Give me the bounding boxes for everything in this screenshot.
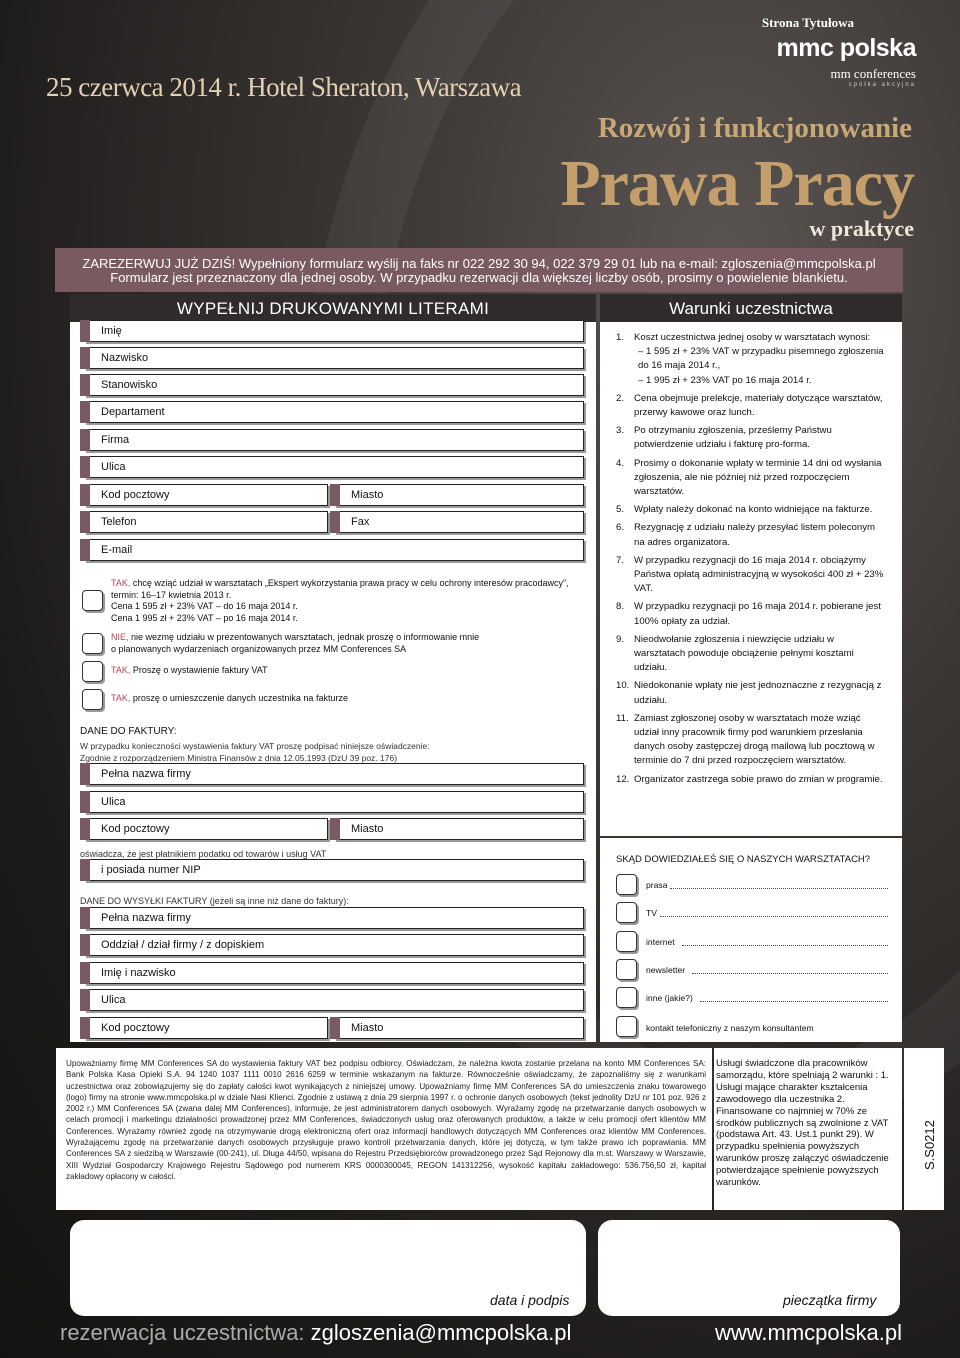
condition-text: Rezygnację z udziału należy przesyłać listem poleconym na adres organizatora. xyxy=(634,522,876,548)
condition-item xyxy=(616,554,892,597)
condition-item xyxy=(616,773,892,787)
field-tab xyxy=(80,818,90,840)
condition-text: Po otrzymaniu zgłoszenia, prześlemy Państwu potwierdzenie udziału i fakturę pro-forma. xyxy=(634,425,832,451)
logo-sub2-text: spółka akcyjna xyxy=(848,82,916,88)
option-decline-text xyxy=(111,632,596,655)
option-invoice-text xyxy=(111,665,268,677)
condition-text: Cena obejmuje prelekcje, materiały dotyczące warsztatów, przerwy kawowe oraz lunch. xyxy=(634,392,883,419)
nie-label: NIE, xyxy=(111,632,129,642)
option-decline-desc2: o planowanych wydarzeniach organizowanych przez MM Conferences SA xyxy=(111,643,407,654)
condition-number: 5. xyxy=(616,504,625,516)
field-tab xyxy=(330,1017,340,1039)
field-tab xyxy=(330,818,340,840)
postal-code-field[interactable]: Kod pocztowy xyxy=(84,484,328,506)
condition-item xyxy=(616,392,892,420)
stamp-label: pieczątka firmy xyxy=(783,1292,877,1308)
condition-number: 12. xyxy=(616,773,630,785)
field-tab xyxy=(80,907,90,929)
logo-main-text: mmc polska xyxy=(776,34,916,62)
answer-line xyxy=(692,973,888,974)
logo-strona-text: Strona Tytułowa xyxy=(761,15,854,30)
ship-name-field[interactable]: Imię i nazwisko xyxy=(84,962,584,984)
field-tab xyxy=(80,429,90,451)
form-heading: WYPEŁNIJ DRUKOWANYMI LITERAMI xyxy=(70,294,596,322)
invoice-postal-field[interactable]: Kod pocztowy xyxy=(84,818,328,840)
company-logo xyxy=(736,14,916,92)
condition-item xyxy=(616,633,892,676)
condition-text: Organizator zastrzega sobie prawo do zmian w programie. xyxy=(634,773,883,785)
invoice-company-field[interactable]: Pełna nazwa firmy xyxy=(84,763,584,785)
field-tab xyxy=(330,484,340,506)
position-field[interactable]: Stanowisko xyxy=(84,374,584,396)
option-participant-on-invoice-checkbox[interactable] xyxy=(82,689,103,710)
nip-field[interactable]: i posiada numer NIP xyxy=(84,859,584,881)
vat-statement: oświadcza, że jest płatnikiem podatku od towarów i usług VAT xyxy=(80,849,327,859)
source-tv-label: TV xyxy=(646,908,657,918)
ship-postal-field[interactable]: Kod pocztowy xyxy=(84,1017,328,1039)
condition-text: Prosimy o dokonanie wpłaty w terminie 14 dni od wysłania zgłoszenia, ale nie później niż przed rozpoczęciem warsztatów. xyxy=(634,457,882,498)
option-invoice-checkbox[interactable] xyxy=(82,661,103,682)
condition-item xyxy=(616,424,892,452)
last-name-field[interactable]: Nazwisko xyxy=(84,347,584,369)
answer-line xyxy=(670,888,888,889)
field-tab xyxy=(80,989,90,1011)
condition-item xyxy=(616,503,892,517)
option-participate-checkbox[interactable] xyxy=(82,590,103,611)
source-other-checkbox[interactable] xyxy=(616,987,637,1008)
footer-reservation xyxy=(60,1320,571,1346)
ship-city-field[interactable]: Miasto xyxy=(334,1017,584,1039)
field-tab xyxy=(80,539,90,561)
ship-company-field[interactable]: Pełna nazwa firmy xyxy=(84,907,584,929)
banner-line1: ZAREZERWUJ JUŻ DZIŚ! Wypełniony formularz wyślij na faks nr 022 292 30 94, 022 379 29 01 lub na e-mail: zgloszenia@mmcpolska.pl xyxy=(82,256,876,271)
title-main: Prawa Pracy xyxy=(560,147,914,220)
fax-field[interactable]: Fax xyxy=(334,511,584,533)
source-phone-checkbox[interactable] xyxy=(616,1016,637,1037)
city-field[interactable]: Miasto xyxy=(334,484,584,506)
condition-text: Koszt uczestnictwa jednej osoby w warsztatach wynosi: xyxy=(634,332,871,343)
phone-field[interactable]: Telefon xyxy=(84,511,328,533)
title-line3: w praktyce xyxy=(809,216,914,241)
footer-website-link[interactable]: www.mmcpolska.pl xyxy=(714,1320,902,1345)
reservation-banner xyxy=(55,248,903,292)
tak-label: TAK, xyxy=(111,665,131,675)
source-newsletter-checkbox[interactable] xyxy=(616,959,637,980)
condition-item xyxy=(616,374,892,388)
condition-number: 8. xyxy=(616,601,625,613)
invoice-heading: DANE DO FAKTURY: xyxy=(80,726,177,737)
condition-number: 6. xyxy=(616,522,625,534)
conditions-list xyxy=(616,331,892,787)
answer-line xyxy=(700,1001,888,1002)
department-field[interactable]: Departament xyxy=(84,401,584,423)
invoice-city-field[interactable]: Miasto xyxy=(334,818,584,840)
source-heading: SKĄD DOWIEDZIAŁEŚ SIĘ O NASZYCH WARSZTATACH? xyxy=(616,854,871,865)
invoice-street-field[interactable]: Ulica xyxy=(84,791,584,813)
services-text: Usługi świadczone dla pracowników samorządu, które spełniają 2 warunki : 1. Usługi mające charakter kształcenia zawodowego dla uczestnika 2. Finansowane co najmniej w 70% ze środków publicznych są zwolnione z VAT (podstawa Art. 43. Ust.1 punkt 29). W przypadku spełnienia powyższych warunków proszę załączyć oświadczenie potwierdzające spełnienie powyższych warunków. xyxy=(716,1058,889,1189)
option-decline-checkbox[interactable] xyxy=(82,633,103,654)
field-tab xyxy=(80,374,90,396)
email-field[interactable]: E-mail xyxy=(84,539,584,561)
condition-text: Niedokonanie wpłaty nie jest jednoznaczne z rezygnacją z udziału. xyxy=(634,680,882,706)
condition-number: 4. xyxy=(616,457,625,469)
field-tab xyxy=(330,511,340,533)
footer-prefix: rezerwacja uczestnictwa: xyxy=(60,1320,311,1345)
tak-label: TAK, xyxy=(111,578,131,588)
option-invoice-desc: Proszę o wystawienie faktury VAT xyxy=(130,665,268,675)
source-newsletter-label: newsletter xyxy=(646,965,686,975)
source-prasa-checkbox[interactable] xyxy=(616,874,637,895)
option-participate-text xyxy=(111,578,596,624)
answer-line xyxy=(682,945,888,946)
condition-item xyxy=(616,679,892,707)
condition-text: – 1 995 zł + 23% VAT po 16 maja 2014 r. xyxy=(638,374,812,386)
field-tab xyxy=(80,401,90,423)
title-line1: Rozwój i funkcjonowanie xyxy=(597,112,912,144)
condition-number: 7. xyxy=(616,554,625,566)
source-internet-checkbox[interactable] xyxy=(616,931,637,952)
option-participant-desc: proszę o umieszczenie danych uczestnika na fakturze xyxy=(130,693,348,703)
condition-item xyxy=(616,521,892,549)
field-tab xyxy=(80,791,90,813)
condition-number: 11. xyxy=(616,712,629,724)
field-tab xyxy=(80,1017,90,1039)
condition-item xyxy=(616,712,892,769)
field-tab xyxy=(80,456,90,478)
invoice-note1: W przypadku konieczności wystawienia faktury VAT proszę podpisać niniejsze oświadczenie: xyxy=(80,741,430,751)
condition-number: 10. xyxy=(616,680,630,692)
ship-department-field[interactable]: Oddział / dział firmy / z dopiskiem xyxy=(84,934,584,956)
option-decline-desc: nie wezmę udziału w prezentowanych warsztatach, jednak proszę o informowanie mnie xyxy=(128,632,480,642)
condition-item xyxy=(616,457,892,500)
field-tab xyxy=(80,484,90,506)
condition-item xyxy=(616,600,892,628)
signature-label: data i podpis xyxy=(490,1292,570,1308)
field-tab xyxy=(80,763,90,785)
option-term: termin: 16–17 kwietnia 2013 r. xyxy=(111,589,232,600)
condition-text: W przypadku rezygnacji do 16 maja 2014 r. obciążymy Państwa opłatą administracyjną w wysokości 400 zł + 23% VAT. xyxy=(634,554,884,595)
option-price1: Cena 1 595 zł + 23% VAT – do 16 maja 2014 r. xyxy=(111,601,298,611)
condition-number: 9. xyxy=(616,633,625,645)
option-participate-desc: chcę wziąć udział w warsztatach „Ekspert wykorzystania prawa pracy w celu ochrony interesów pracodawcy”, xyxy=(130,578,569,588)
conditions-heading: Warunki uczestnictwa xyxy=(600,294,902,322)
condition-number: 1. xyxy=(616,332,625,343)
source-phone-label: kontakt telefoniczny z naszym konsultantem xyxy=(646,1023,814,1033)
street-field[interactable]: Ulica xyxy=(84,456,584,478)
condition-number: 3. xyxy=(616,425,625,437)
company-field[interactable]: Firma xyxy=(84,429,584,451)
field-tab xyxy=(80,320,90,342)
legal-text: Upoważniamy firmę MM Conferences SA do wystawienia faktury VAT bez podpisu odbiorcy. Oświadczam, że należna kwota zostanie przelana na konto MM Conferences SA: Bank Polska Kasa Opieki S.A. 94 1240 1037 1111 0010 2616 6259 w terminie wskazanym na fakturze. Równocześnie oświadczamy, że zapoznaliśmy się z warunkami uczestnictwa oraz zobowiązujemy się do zapłaty całości kwot wynikających z niniejszej umowy. Upoważniamy firmę MM Conferences SA do umieszczenia znaku towarowego (logo) firmy na stronie www.mmcpolska.pl w dziale Nasi Klienci. Zgodnie z ustawą z dnia 29 sierpnia 1997 r. o ochronie danych osobowych (tekst jednolity DzU nr 101 poz. 926 z 2002 r.) MM Conferences SA (zwana dalej MM Conferences), informuje, że jest administratorem danych osobowych. Wyrażamy zgodę na przetwarzanie danych osobowych w celach promocji i marketingu działalności prowadzonej przez MM Conferences, świadczonych usług oraz oferowanych produktów, a także w celu promocji ofert klientów MM Conferences. Wyrażamy również zgodę na otrzymywanie drogą elektroniczną ofert oraz informacji handlowych dotyczących MM Conferences oraz klientów MM Conferences. Wyrażającemu zgodę na przetwarzanie danych osobowych przysługuje prawo kontroli przetwarzania danych, które jej dotyczą, w tym także prawo ich poprawiania. MM Conferences SA z siedzibą w Warszawie (00-241), ul. Długa 44/50, wpisana do Rejestru Przedsiębiorców prowadzonego przez Sąd Rejonowy dla m.st. Warszawy w Warszawie, XIII Wydział Gospodarczy Krajowego Rejestru Sądowego pod numerem KRS 0000300045, REGON 141312256, wysokość kapitału zakładowego: 536.756,50 zł, kapitał zakładowy opłacony w całości. xyxy=(66,1059,706,1181)
invoice-note2: Zgodnie z rozporządzeniem Ministra Finansów z dnia 12.05.1993 (DzU 39 poz. 176) xyxy=(80,753,398,763)
field-tab xyxy=(80,511,90,533)
source-other-label: inne (jakie?) xyxy=(646,993,693,1003)
field-tab xyxy=(80,962,90,984)
ship-street-field[interactable]: Ulica xyxy=(84,989,584,1011)
field-tab xyxy=(80,934,90,956)
condition-text: W przypadku rezygnacji po 16 maja 2014 r. pobierane jest 100% opłaty za udział. xyxy=(634,601,881,627)
banner-line2: Formularz jest przeznaczony dla jednej osoby. W przypadku rezerwacji dla większej liczby osób, prosimy o powielenie blankietu. xyxy=(110,270,848,285)
option-participant-on-invoice-text xyxy=(111,693,348,705)
condition-text: Zamiast zgłoszonej osoby w warsztatach może wziąć udział inny pracownik firmy pod warunkiem przesłania danych osoby zastępczej drogą mailową lub pocztową w terminie do 7 dni przed rozpoczęciem warsztatów. xyxy=(634,712,875,767)
source-tv-checkbox[interactable] xyxy=(616,902,637,923)
answer-line xyxy=(660,916,888,917)
condition-item xyxy=(616,331,892,345)
event-date-place: 25 czerwca 2014 r. Hotel Sheraton, Warszawa xyxy=(46,72,522,102)
option-price2: Cena 1 995 zł + 23% VAT – po 16 maja 2014 r. xyxy=(111,612,298,623)
source-prasa-label: prasa xyxy=(646,880,668,890)
condition-item xyxy=(616,345,892,373)
tak-label: TAK, xyxy=(111,693,131,703)
source-internet-label: internet xyxy=(646,937,675,947)
first-name-field[interactable]: Imię xyxy=(84,320,584,342)
shipping-heading: DANE DO WYSYŁKI FAKTURY (jeżeli są inne niż dane do faktury): xyxy=(80,896,349,906)
condition-text: Nieodwołanie zgłoszenia i niewzięcie udziału w warsztatach powoduje obciążenie pełnymi kosztami udziału. xyxy=(634,633,854,674)
field-tab xyxy=(80,859,90,881)
logo-sub-text: mm conferences xyxy=(830,66,916,81)
field-tab xyxy=(80,347,90,369)
condition-text: Wpłaty należy dokonać na konto widniejące na fakturze. xyxy=(634,504,873,516)
footer-email-link[interactable]: zgloszenia@mmcpolska.pl xyxy=(310,1320,572,1345)
condition-text: – 1 595 zł + 23% VAT w przypadku pisemnego zgłoszenia do 16 maja 2014 r., xyxy=(638,346,884,372)
condition-number: 2. xyxy=(616,392,625,404)
form-code: S.S0212 xyxy=(922,1120,937,1170)
